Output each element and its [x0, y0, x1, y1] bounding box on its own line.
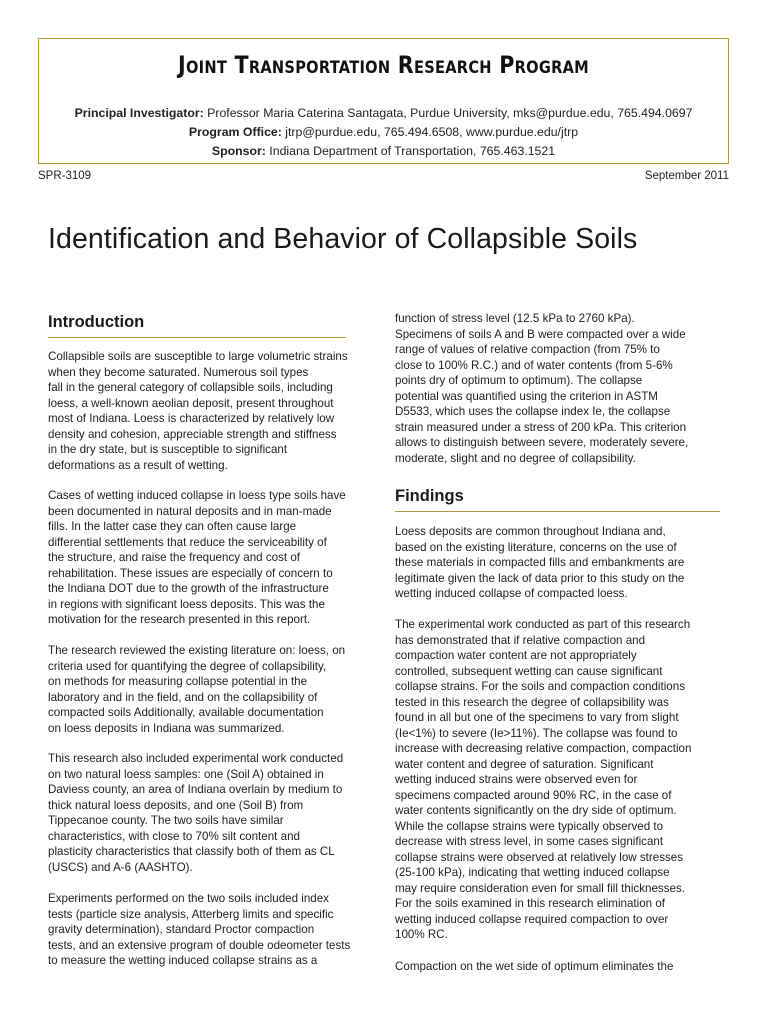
findings-paragraph-2: The experimental work conducted as part of this research has demonstrated that if relative compaction and compaction water content are not appropriately controlled, subsequent wetting can cause significant collapse strains. For the soils and compaction conditions tested in this research the degree of collapsibility was found in all but one of the specimens to vary from slight (Ie<1%) to severe (Ie>11%). The collapse was found to increase with decreasing relative compaction, compaction water content and degree of saturation. Significant wetting induced strains were observed even for specimens compacted around 90% RC, in the case of water contents significantly on the dry side of optimum. While the collapse strains were typically observed to decrease with stress level, in some cases significant collapse strains were observed at relatively low stresses (25-100 kPa), indicating that wetting induced collapse may require consideration even for small fill thicknesses. For the soils examined in this research elimination of wetting induced collapse required compaction to over 100% RC.	[395, 618, 692, 941]
findings-paragraph-3: Compaction on the wet side of optimum eliminates the	[395, 960, 674, 973]
sponsor-line	[39, 144, 728, 158]
methods-continued-paragraph: function of stress level (12.5 kPa to 2760 kPa). Specimens of soils A and B were compacted over a wide range of values of relative compaction (from 75% to close to 100% R.C.) and of water contents (from 5-6% points dry of optimum to optimum). The collapse potential was quantified using the criterion in ASTM D5533, which uses the collapse index Ie, the collapse strain measured under a stress of 200 kPa. This criterion allows to distinguish between severe, moderately severe, moderate, slight and no degree of collapsibility.	[395, 312, 689, 465]
introduction-heading: Introduction	[48, 313, 145, 331]
intro-paragraph-1: Collapsible soils are susceptible to large volumetric strains when they become saturated. Numerous soil types fall in the general category of collapsible soils, including loess, a well-known aeolian deposit, present throughout most of Indiana. Loess is characterized by relatively low density and cohesion, appreciable strength and stiffness in the dry state, but is susceptible to significant deformations as a result of wetting.	[48, 350, 348, 472]
sponsor-label: Sponsor:	[211, 144, 266, 158]
findings-rule	[395, 511, 720, 512]
office-label: Program Office:	[188, 125, 282, 139]
program-header-box	[38, 38, 729, 164]
intro-paragraph-4: This research also included experimental work conducted on two natural loess samples: one (Soil A) obtained in Daviess county, an area of Indiana overlain by medium to thick natural loess deposits, and one (Soil B) from Tippecanoe county. The two soils have similar characteristics, with close to 70% silt content and plasticity characteristics that classify both of them as CL (USCS) and A-6 (AASHTO).	[48, 752, 344, 874]
pi-text: Professor Maria Caterina Santagata, Purdue University, mks@purdue.edu, 765.494.0697	[203, 106, 693, 120]
report-date: September 2011	[644, 170, 729, 182]
document-title: Identification and Behavior of Collapsible Soils	[48, 223, 638, 255]
intro-paragraph-2: Cases of wetting induced collapse in loess type soils have been documented in natural deposits and in man-made fills. In the latter case they can often cause large differential settlements that reduce the serviceability of the structure, and raise the frequency and cost of rehabilitation. These issues are especially of concern to the Indiana DOT due to the growth of the infrastructure in regions with significant loess deposits. This was the motivation for the research presented in this report.	[48, 489, 346, 626]
program-office-line	[39, 125, 728, 139]
report-number: SPR-3109	[38, 170, 92, 182]
findings-paragraph-1: Loess deposits are common throughout Indiana and, based on the existing literature, concerns on the use of these materials in compacted fills and embankments are legitimate given the lack of data prior to this study on the wetting induced collapse of compacted loess.	[395, 525, 685, 600]
pi-label: Principal Investigator:	[74, 106, 204, 120]
program-title: Joint Transportation Research Program	[178, 51, 589, 79]
principal-investigator-line	[39, 106, 728, 120]
intro-paragraph-3: The research reviewed the existing literature on: loess, on criteria used for quantifying the degree of collapsibility, on methods for measuring collapse potential in the laboratory and in the field, and on the collapsibility of compacted soils Additionally, available documentation on loess deposits in Indiana was summarized.	[48, 644, 346, 735]
introduction-rule	[48, 337, 346, 338]
sponsor-text: Indiana Department of Transportation, 765.463.1521	[265, 144, 556, 158]
intro-paragraph-5: Experiments performed on the two soils included index tests (particle size analysis, Atterberg limits and specific gravity determination), standard Proctor compaction tests, and an extensive program of double odeometer tests to measure the wetting induced collapse strains as a	[48, 892, 351, 967]
office-text: jtrp@purdue.edu, 765.494.6508, www.purdue.edu/jtrp	[281, 125, 579, 139]
findings-heading: Findings	[395, 487, 464, 505]
